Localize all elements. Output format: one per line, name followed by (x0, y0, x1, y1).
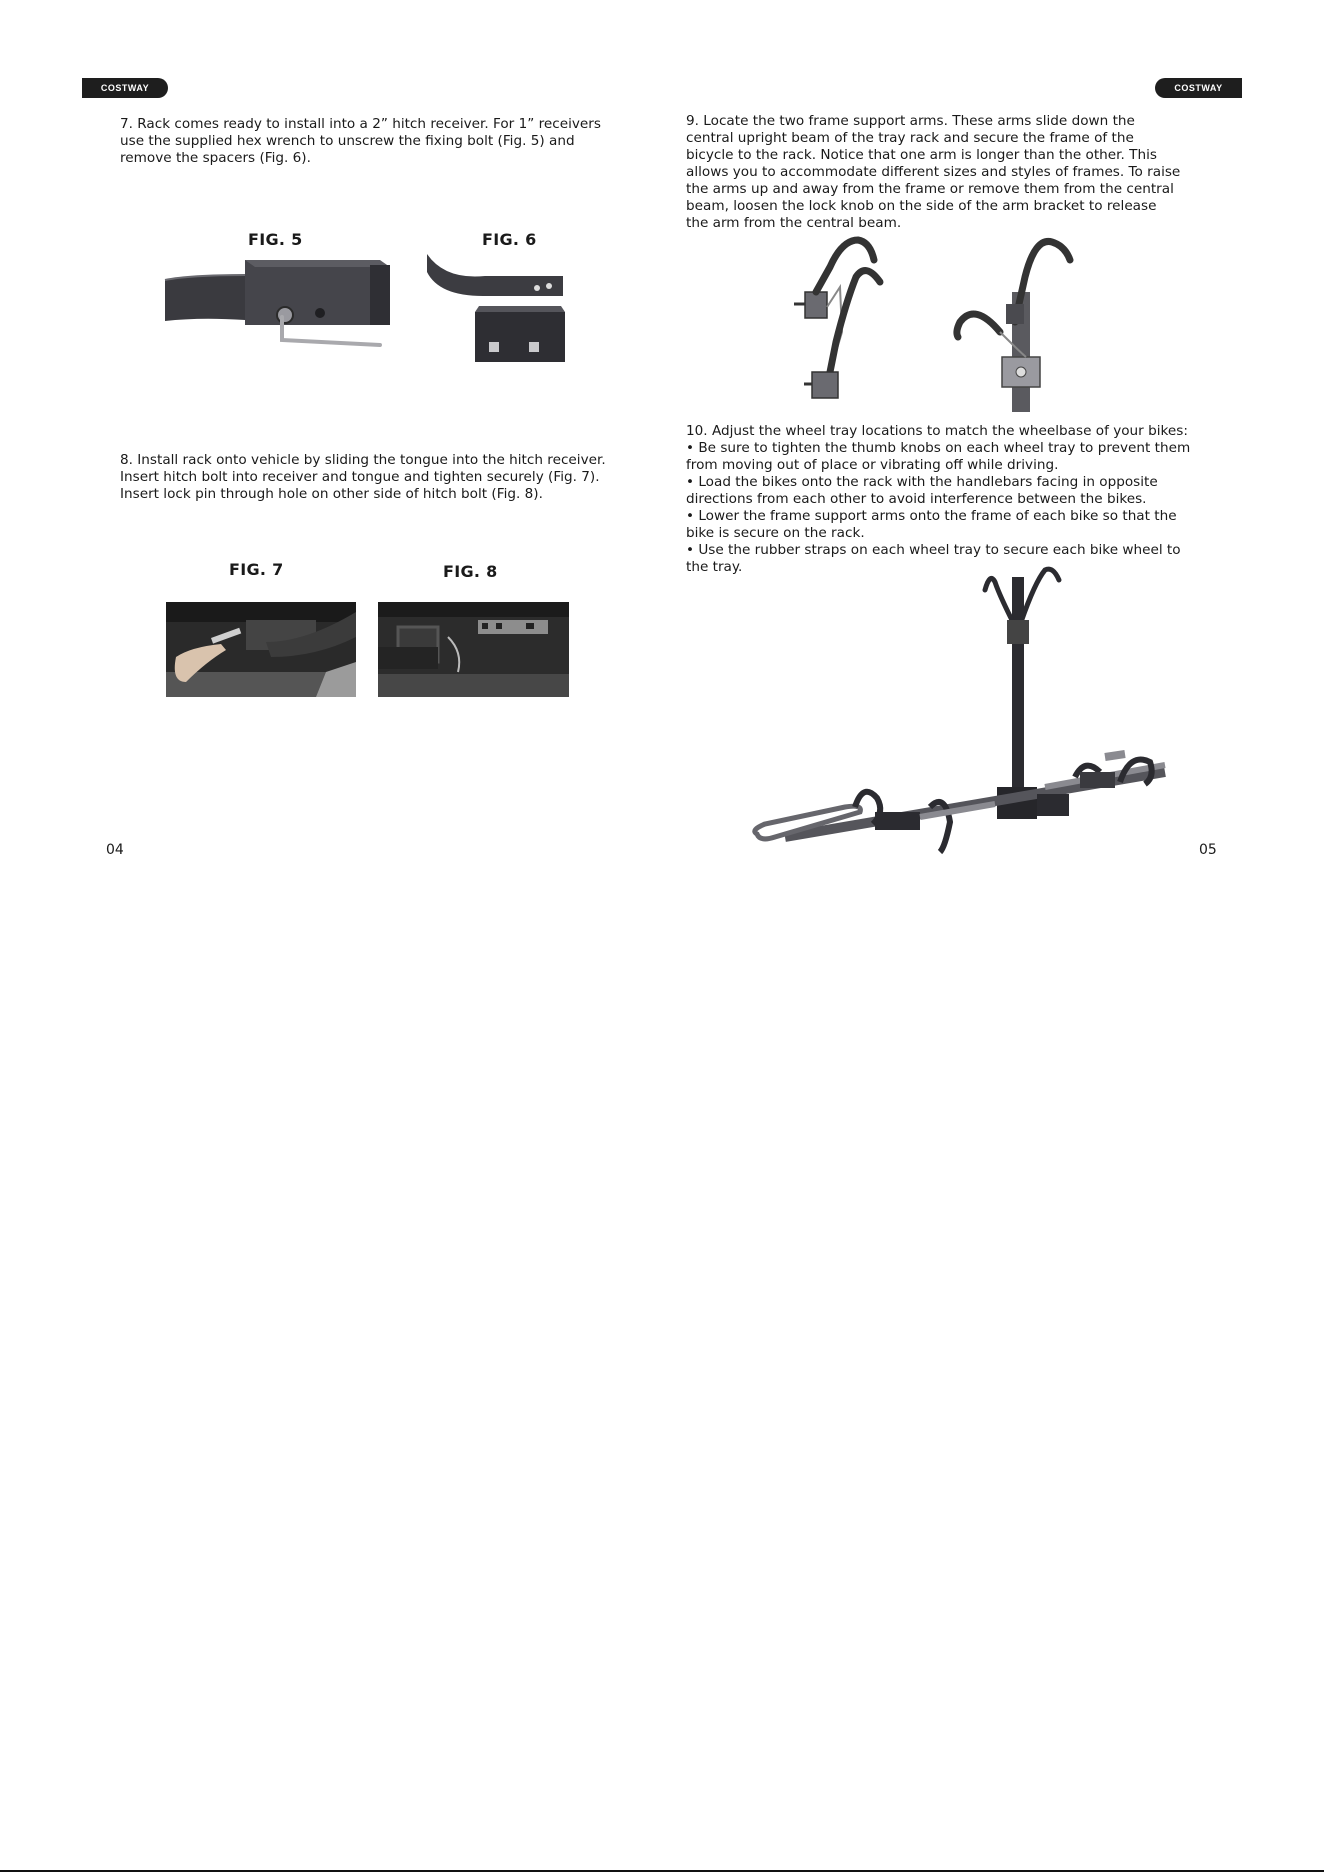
costway-logo-left: COSTWAY (82, 78, 168, 98)
costway-logo-right: COSTWAY (1155, 78, 1242, 98)
bike-rack-illustration (745, 562, 1165, 857)
page-number-right: 05 (1199, 842, 1217, 858)
fig-5-hitch-tongue-illustration (160, 255, 400, 355)
step-10-text: 10. Adjust the wheel tray locations to match the wheelbase of your bikes: • Be sure to tighten the thumb knobs on each wheel tray to prevent them from moving out of place or vibrating off while driving. • Load the bikes onto the rack with the handlebars facing in opposite directions from each other to avoid interference between the bikes. • Lower the frame support arms onto the frame of each bike so that the bike is secure on the rack. • Use the rubber straps on each wheel tray to secure each bike wheel to the tray. (686, 423, 1191, 575)
fig-6-spacers-illustration (425, 250, 575, 370)
fig-5-label: FIG. 5 (248, 230, 303, 249)
fig-6-label: FIG. 6 (482, 230, 537, 249)
step-9-text: 9. Locate the two frame support arms. These arms slide down the central upright beam of the tray rack and secure the frame of the bicycle to the rack. Notice that one arm is longer than the other. This allows you to accommodate different sizes and styles of frames. To raise the arms up and away from the frame or remove them from the central beam, loosen the lock knob on the side of the arm bracket to release the arm from the central beam. (686, 113, 1181, 231)
fig-8-label: FIG. 8 (443, 562, 498, 581)
frame-support-arms-illustration (790, 232, 1090, 412)
step-8-text: 8. Install rack onto vehicle by sliding the tongue into the hitch receiver. Insert hitch bolt into receiver and tongue and tighten securely (Fig. 7). Insert lock pin through hole on other side of hitch bolt (Fig. 8). (120, 452, 606, 502)
fig-7-label: FIG. 7 (229, 560, 284, 579)
fig-7-hitch-bolt-photo (166, 602, 356, 697)
page-number-left: 04 (106, 842, 124, 858)
fig-8-lock-pin-photo (378, 602, 569, 697)
step-7-text: 7. Rack comes ready to install into a 2” hitch receiver. For 1” receivers use the supplied hex wrench to unscrew the fixing bolt (Fig. 5) and remove the spacers (Fig. 6). (120, 116, 601, 166)
